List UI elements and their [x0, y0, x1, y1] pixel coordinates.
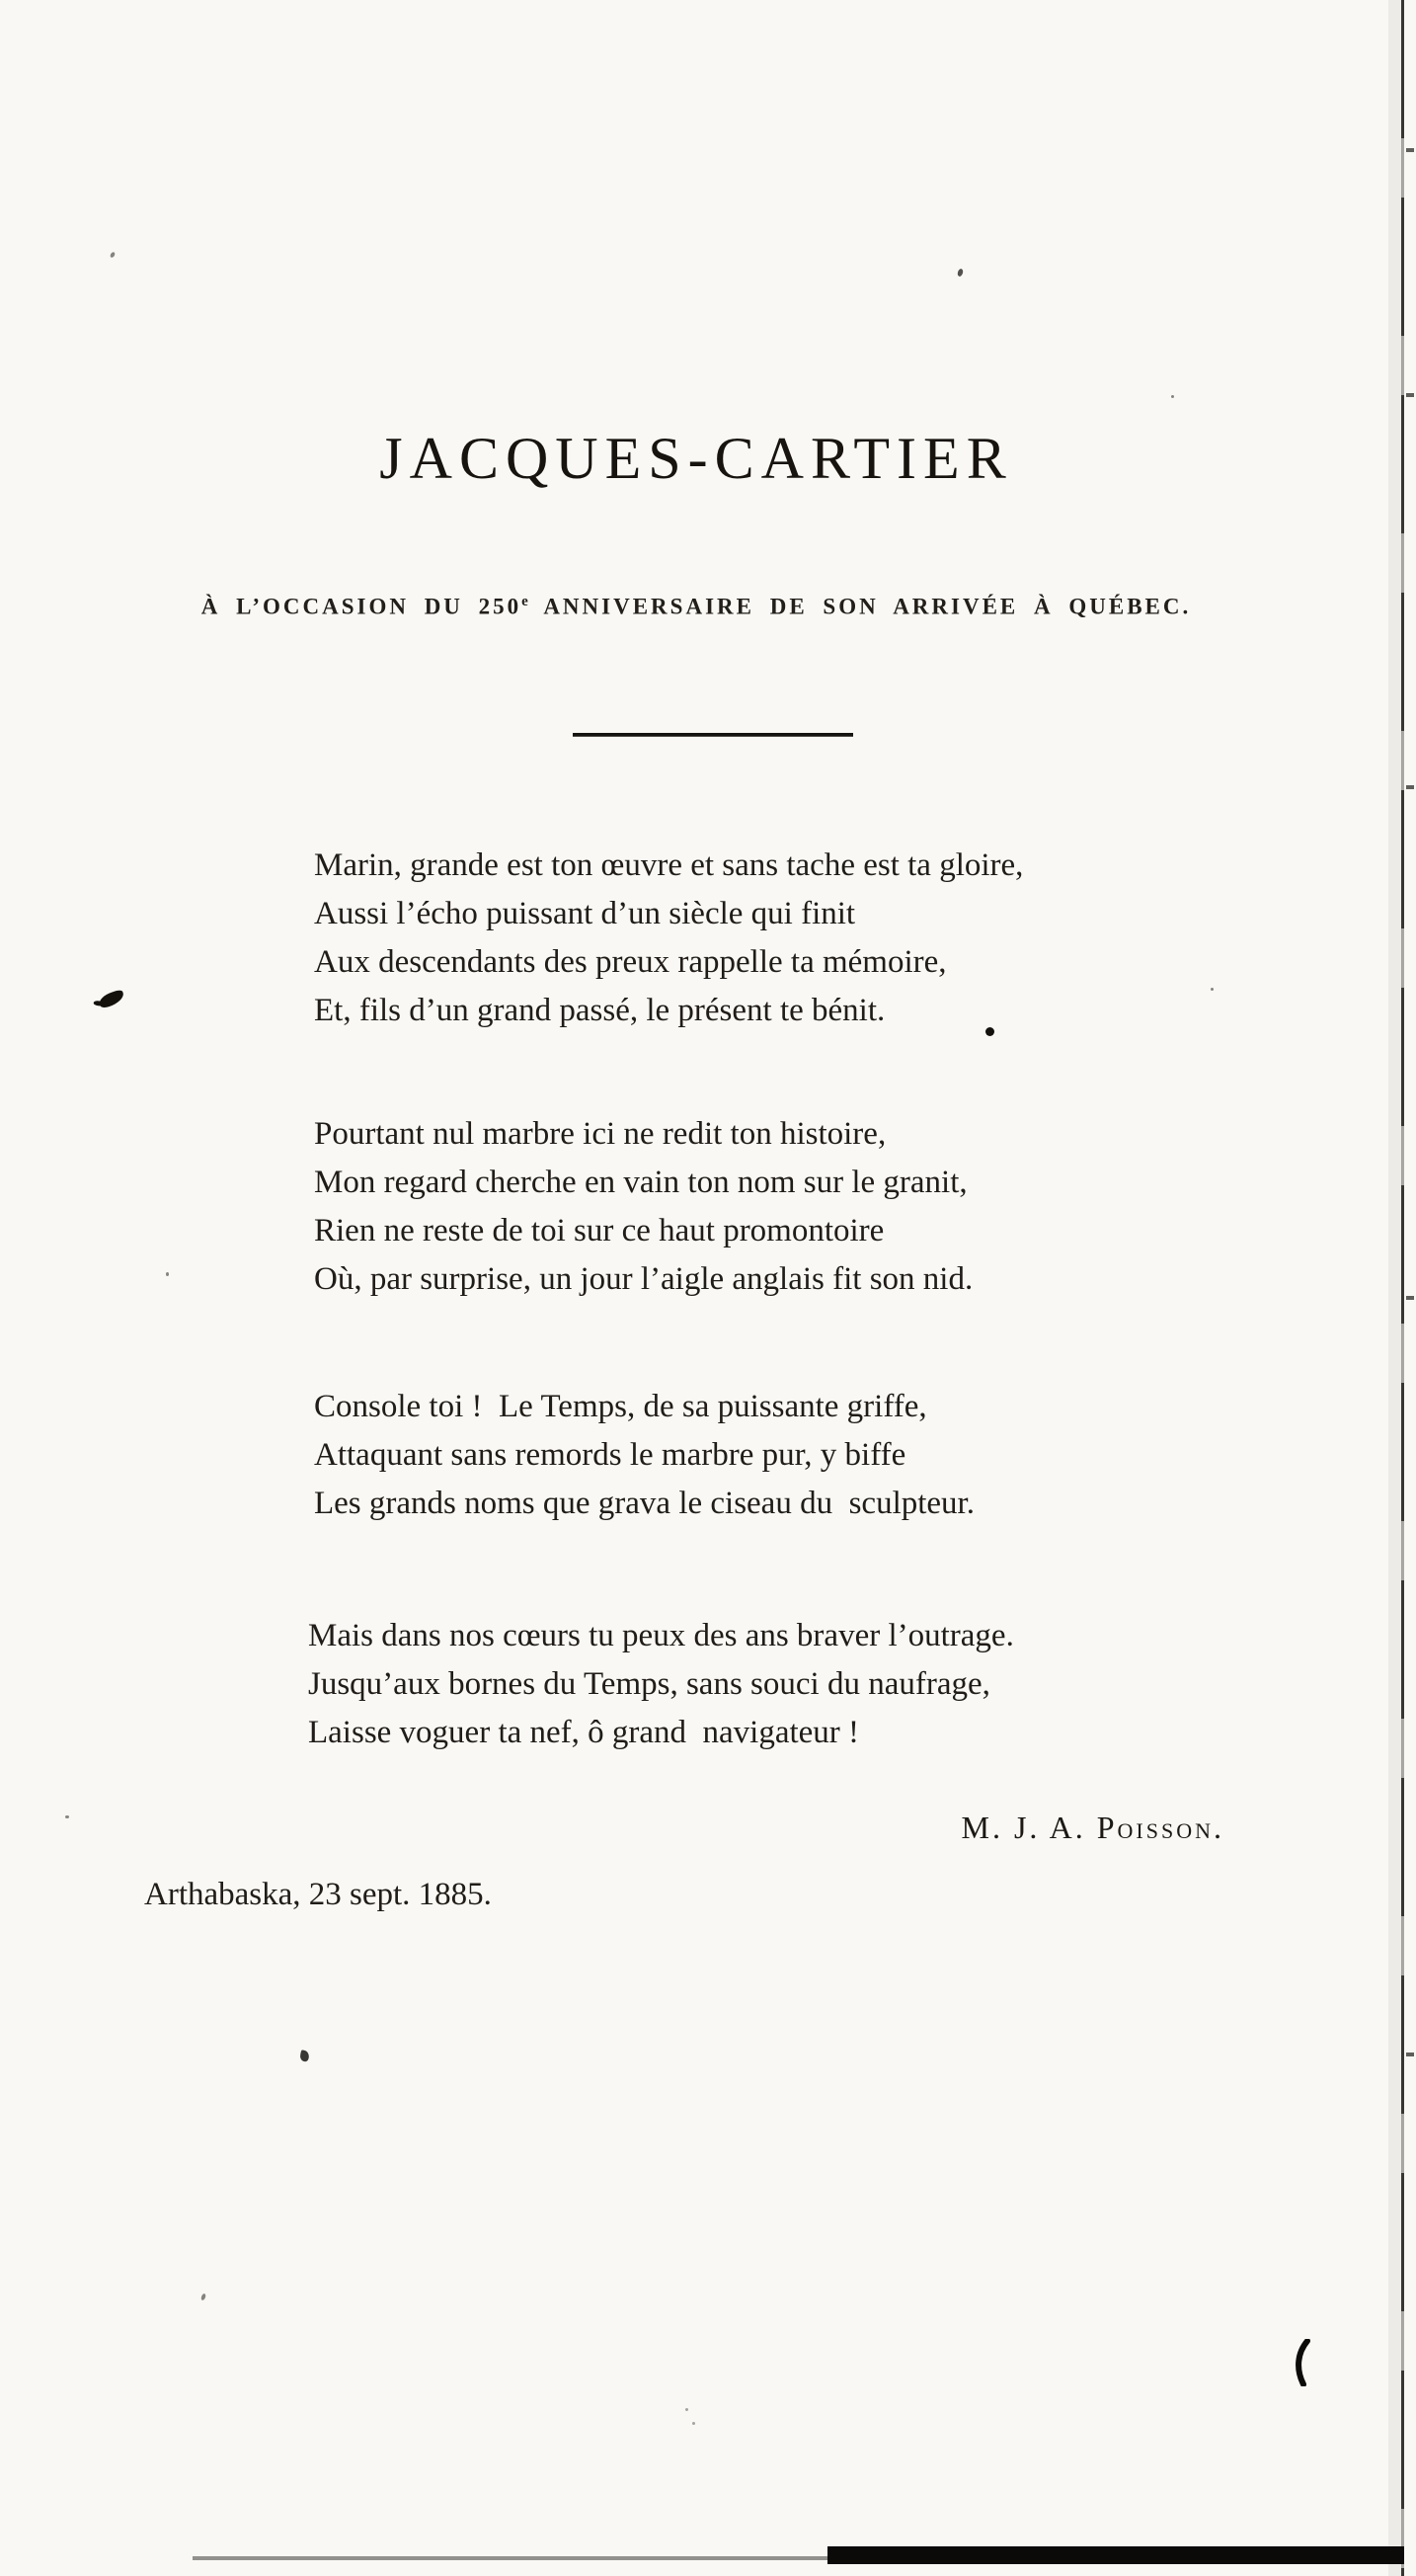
paper-speck	[1171, 395, 1174, 398]
poem-line: Mon regard cherche en vain ton nom sur le granit,	[314, 1165, 968, 1200]
ink-mark-bottom-left	[299, 2050, 310, 2062]
scan-edge-tick	[1406, 393, 1414, 397]
poem-line: Attaquant sans remords le marbre pur, y biffe	[314, 1437, 906, 1473]
paper-speck	[957, 268, 964, 277]
scan-edge-tick	[1406, 2053, 1414, 2056]
poem-line: Où, par surprise, un jour l’aigle anglais fit son nid.	[314, 1261, 974, 1297]
poem-line: Aux descendants des preux rappelle ta mémoire,	[314, 944, 947, 980]
poem-line: Et, fils d’un grand passé, le présent te bénit.	[314, 993, 886, 1028]
scan-edge-line-bottom	[193, 2556, 829, 2560]
section-divider-rule	[573, 733, 853, 736]
scan-edge-shadow-right	[1388, 0, 1402, 2576]
paper-speck	[200, 2294, 206, 2301]
ink-dot-after-stanza1	[985, 1027, 994, 1036]
poem-line: Laisse voguer ta nef, ô grand navigateur !	[308, 1715, 860, 1750]
scan-edge-line-right	[1401, 0, 1404, 2576]
scan-edge-tick	[1406, 148, 1414, 152]
ink-blot-left-margin	[98, 989, 126, 1008]
place-dateline: Arthabaska, 23 sept. 1885.	[144, 1877, 492, 1912]
poem-line: Console toi ! Le Temps, de sa puissante griffe,	[314, 1389, 927, 1424]
poem-line: Les grands noms que grava le ciseau du sculpteur.	[314, 1486, 975, 1521]
paper-speck	[685, 2408, 688, 2411]
poem-stanza-2	[314, 1110, 973, 1304]
paper-speck	[1211, 988, 1214, 991]
poem-line: Mais dans nos cœurs tu peux des ans braver l’outrage.	[308, 1618, 1014, 1653]
page-subtitle	[0, 594, 1392, 620]
subtitle-part-1: À L’OCCASION DU 250	[200, 594, 522, 619]
author-signature: M. J. A. Poisson.	[961, 1810, 1224, 1845]
paper-speck	[166, 1272, 169, 1276]
ink-stroke-bottom-right	[1292, 2339, 1315, 2391]
scan-edge-bar-bottom	[827, 2546, 1404, 2564]
poem-stanza-1	[314, 842, 1023, 1035]
subtitle-superscript: e	[521, 594, 529, 609]
poem-line: Jusqu’aux bornes du Temps, sans souci du naufrage,	[308, 1666, 990, 1702]
poem-line: Marin, grande est ton œuvre et sans tache est ta gloire,	[314, 847, 1024, 883]
paper-speck	[692, 2422, 695, 2425]
page-title: JACQUES-CARTIER	[379, 426, 1013, 491]
subtitle-part-2: ANNIVERSAIRE DE SON ARRIVÉE À QUÉBEC.	[528, 594, 1192, 619]
poem-stanza-4	[308, 1612, 1014, 1757]
poem-line: Aussi l’écho puissant d’un siècle qui finit	[314, 896, 856, 931]
poem-stanza-3	[314, 1383, 975, 1528]
poem-line: Pourtant nul marbre ici ne redit ton histoire,	[314, 1116, 887, 1152]
poem-line: Rien ne reste de toi sur ce haut promontoire	[314, 1213, 885, 1248]
paper-speck	[110, 251, 116, 258]
scan-edge-tick	[1406, 785, 1414, 789]
scan-edge-tick	[1406, 1296, 1414, 1300]
paper-speck	[65, 1815, 69, 1818]
